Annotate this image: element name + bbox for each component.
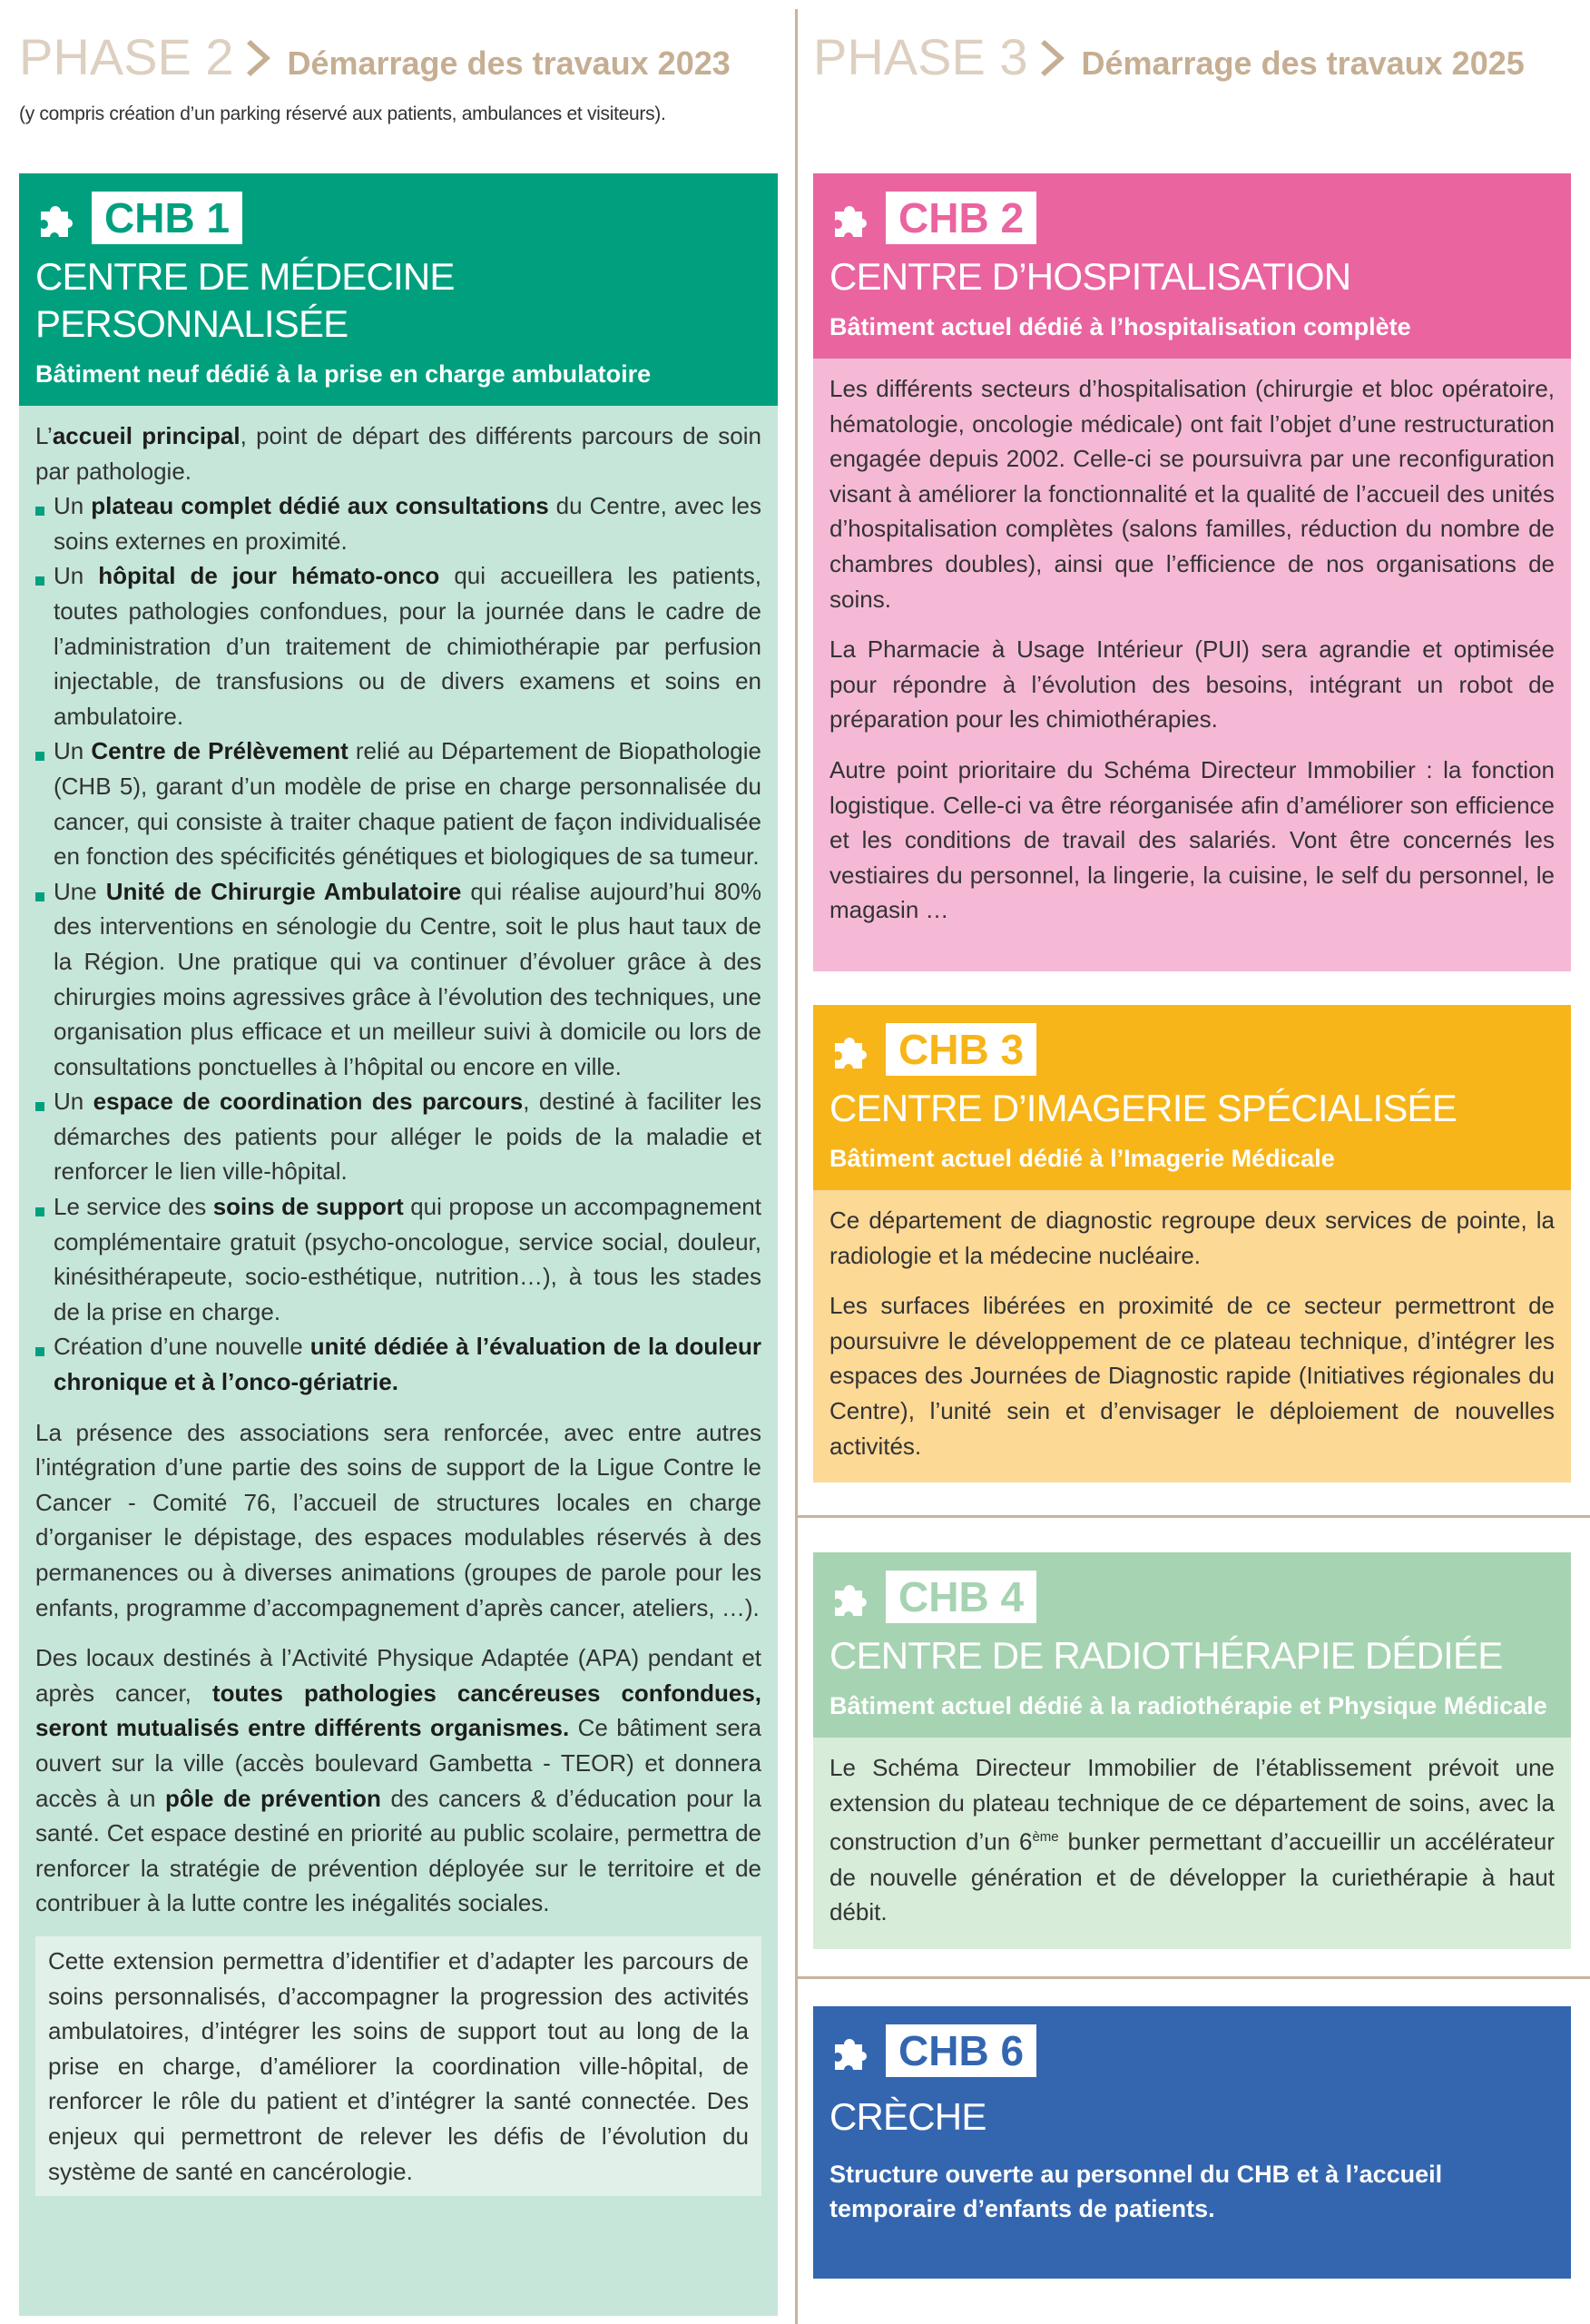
bold-text: plateau complet dédié aux consultations bbox=[91, 492, 549, 520]
chb2-body bbox=[813, 359, 1571, 947]
bold-text: pôle de prévention bbox=[165, 1784, 381, 1812]
chb1-intro bbox=[35, 419, 761, 488]
chb2-paragraph: Autre point prioritaire du Schéma Directeur Immobilier : la fonction logistique. Celle-ci va être réorganisée afin d’améliorer son efficience et les conditions de travail des salariés. Vont être concernés les vestiaires du personnel, la lingerie, la cuisine, le self du personnel, le magasin … bbox=[829, 755, 1555, 924]
text: , destiné à faciliter les démarches des patients pour alléger le poids de la maladie et renforcer le lien ville-hôpital. bbox=[54, 1088, 761, 1186]
bullet-item bbox=[35, 1329, 761, 1399]
puzzle-icon bbox=[829, 1576, 877, 1618]
text: Le service des bbox=[54, 1193, 213, 1221]
chb1-body bbox=[19, 406, 778, 2215]
text: du Centre, avec les soins externes en proximité. bbox=[54, 492, 762, 555]
chb4-card bbox=[813, 1552, 1571, 1949]
phase-3-start: Démarrage des travaux 2025 bbox=[1081, 44, 1525, 82]
chb3-header bbox=[813, 1005, 1571, 1190]
bold-text: espace de coordination des parcours bbox=[93, 1088, 524, 1116]
chb2-title: CENTRE D’HOSPITALISATION bbox=[829, 255, 1351, 298]
phase-2-note: (y compris création d’un parking réservé aux patients, ambulances et visiteurs). bbox=[19, 103, 666, 124]
text: qui réalise aujourd’hui 80% des interventions en sénologie du Centre, soit le plus haut taux de la Région. Une pratique qui va continuer d’évoluer grâce à des chirurgies moins agressives grâce à l’évolution des techniques, une organisation plus efficace et un meilleur suivi à domicile ou lors de consultations ponctuelles à l’hôpital ou encore en ville. bbox=[54, 877, 762, 1080]
chb1-title: CENTRE DE MÉDECINE PERSONNALISÉE bbox=[35, 255, 455, 345]
puzzle-icon bbox=[35, 197, 83, 239]
text: Un bbox=[54, 562, 99, 590]
text: , point de départ des différents parcours de soin par pathologie. bbox=[35, 422, 762, 485]
chb1-header bbox=[19, 173, 778, 406]
chb2-card bbox=[813, 173, 1571, 971]
chb1-bullets bbox=[35, 488, 761, 1399]
chb4-subtitle: Bâtiment actuel dédié à la radiothérapie et Physique Médicale bbox=[829, 1692, 1547, 1720]
puzzle-icon bbox=[829, 1029, 877, 1070]
puzzle-icon bbox=[829, 2030, 877, 2072]
chb2-tag: CHB 2 bbox=[886, 192, 1036, 244]
text: Création d’une nouvelle bbox=[54, 1333, 310, 1361]
chb6-header bbox=[813, 2006, 1571, 2240]
bold-text: accueil principal bbox=[52, 422, 240, 449]
text: Une bbox=[54, 877, 106, 905]
chb4-paragraph bbox=[829, 1750, 1555, 1930]
chb4-header bbox=[813, 1552, 1571, 1738]
chb3-tag: CHB 3 bbox=[886, 1023, 1036, 1076]
chb1-card bbox=[19, 173, 778, 2316]
bullet-item bbox=[35, 558, 761, 734]
chb1-paragraph bbox=[35, 1415, 761, 1626]
bold-text: soins de support bbox=[212, 1193, 404, 1221]
puzzle-icon bbox=[829, 197, 877, 239]
bold-text: Centre de Prélèvement bbox=[91, 737, 348, 765]
right-column bbox=[813, 173, 1571, 2279]
chb6-title: CRÈCHE bbox=[829, 2094, 986, 2138]
chevron-right-icon bbox=[1039, 38, 1070, 78]
bold-text: unité dédiée à l’évaluation de la douleur chronique et à l’onco-gériatrie. bbox=[54, 1333, 761, 1396]
bullet-item bbox=[35, 1189, 761, 1329]
text: Un bbox=[54, 492, 92, 520]
chb6-card bbox=[813, 2006, 1571, 2279]
text: relié au Département de Biopathologie (CHB 5), garant d’un modèle de prise en charge personnalisée du cancer, qui consiste à traiter chaque patient de façon individualisée en fonction des spécificités génétiques et biologiques de sa tumeur. bbox=[54, 737, 761, 871]
chb4-superscript: ème bbox=[1032, 1829, 1059, 1846]
chb6-subtitle: Structure ouverte au personnel du CHB et à l’accueil temporaire d’enfants de patients. bbox=[829, 2160, 1443, 2222]
chb1-tag: CHB 1 bbox=[92, 192, 242, 244]
chb4-text: Le Schéma Directeur Immobilier de l’établissement prévoit une extension du plateau technique de ce département de soins, avec la construction d’un 6 bbox=[829, 1754, 1555, 1856]
phase-3-label: PHASE 3 bbox=[813, 28, 1028, 85]
chb2-paragraph: Les différents secteurs d’hospitalisation (chirurgie et bloc opératoire, hématologie, oncologie médicale) ont fait l’objet d’une restructuration engagée depuis 2002. Celle-ci se poursuivra par une reconfiguration visant à améliorer la fonctionnalité et la qualité de l’accueil des unités d’hospitalisation complètes (salons familles, réduction du nombre de chambres doubles), ainsi que l’efficience de nos organisations de soins. bbox=[829, 375, 1555, 613]
chb4-text: bunker permettant d’accueillir un accélérateur de nouvelle génération et de développer la curiethérapie à haut débit. bbox=[829, 1828, 1555, 1926]
chb3-paragraph: Les surfaces libérées en proximité de ce secteur permettront de poursuivre le développement de ce plateau technique, d’intégrer les espaces des Journées de Diagnostic rapide (Initiatives régionales du Centre), l’unité sein et d’envisager le déploiement de nouvelles activités. bbox=[829, 1292, 1555, 1460]
text: Ce bâtiment sera ouvert sur la ville (accès boulevard Gambetta - TEOR) et donnera accès à un bbox=[35, 1714, 761, 1812]
chb3-subtitle: Bâtiment actuel dédié à l’Imagerie Médicale bbox=[829, 1145, 1335, 1172]
text: Un bbox=[54, 1088, 93, 1116]
chb3-paragraph: Ce département de diagnostic regroupe deux services de pointe, la radiologie et la médecine nucléaire. bbox=[829, 1206, 1555, 1269]
phase-2-header bbox=[19, 27, 731, 86]
chb4-title: CENTRE DE RADIOTHÉRAPIE DÉDIÉE bbox=[829, 1634, 1503, 1678]
text: L’ bbox=[35, 422, 53, 449]
chb3-title: CENTRE D’IMAGERIE SPÉCIALISÉE bbox=[829, 1087, 1457, 1129]
phase-3-header bbox=[813, 27, 1525, 86]
chb3-body bbox=[813, 1190, 1571, 1482]
chb6-tag: CHB 6 bbox=[886, 2024, 1036, 2077]
bold-text: Unité de Chirurgie Ambulatoire bbox=[105, 877, 462, 905]
chb1-subtitle: Bâtiment neuf dédié à la prise en charge ambulatoire bbox=[35, 360, 652, 388]
chb1-paragraph bbox=[35, 1640, 761, 1921]
text: qui propose un accompagnement complémentaire gratuit (psycho-oncologue, service social, douleur, kinésithérapeute, socio-esthétique, nutrition…), à tous les stades de la prise en charge. bbox=[54, 1193, 761, 1325]
chb2-subtitle: Bâtiment actuel dédié à l’hospitalisation complète bbox=[829, 313, 1411, 340]
phase-2-label: PHASE 2 bbox=[19, 28, 234, 85]
chb4-tag: CHB 4 bbox=[886, 1571, 1036, 1623]
text: La présence des associations sera renforcée, avec entre autres l’intégration d’une partie des soins de support de la Ligue Contre le Cancer - Comité 76, l’accueil de structures locales en charge d’organiser le dépistage, des espaces modulables réservés à des permanences ou à diverses animations (groupes de parole pour les enfants, programme d’accompagnement d’après cancer, ateliers, …). bbox=[35, 1418, 761, 1621]
text: des cancers & d’éducation pour la santé. Cet espace destiné en priorité au public scolaire, permettra de renforcer la stratégie de prévention déployée sur le territoire et de contribuer à la lutte contre les inégalités sociales. bbox=[35, 1784, 761, 1917]
chevron-right-icon bbox=[245, 38, 276, 78]
bold-text: hôpital de jour hémato-onco bbox=[98, 562, 440, 590]
bold-text: toutes pathologies cancéreuses confondues, seront mutualisés entre différents organismes. bbox=[35, 1679, 762, 1742]
text: Un bbox=[54, 737, 92, 765]
bullet-item bbox=[35, 488, 761, 558]
chb3-card bbox=[813, 1005, 1571, 1482]
chb2-header bbox=[813, 173, 1571, 359]
text: qui accueillera les patients, toutes pathologies confondues, pour la journée dans le cadre de l’administration d’un traitement de chimiothérapie par perfusion injectable, de transfusions ou de divers examens et soins en ambulatoire. bbox=[54, 562, 761, 730]
bullet-item bbox=[35, 734, 761, 873]
text: Cette extension permettra d’identifier et d’adapter les parcours de soins personnalisés, d’accompagner la progression des activités ambulatoires, d’intégrer les soins de support tout au long de la prise en charge, d’améliorer la coordination ville-hôpital, de renforcer le rôle du patient et d’intégrer la santé connectée. Des enjeux qui permettront de relever les défis de l’évolution du système de santé en cancérologie. bbox=[48, 1946, 749, 2185]
bullet-item bbox=[35, 874, 761, 1085]
chb2-paragraph: La Pharmacie à Usage Intérieur (PUI) sera agrandie et optimisée pour répondre à l’évolution des besoins, intégrant un robot de préparation pour les chimiothérapies. bbox=[829, 635, 1555, 734]
text: Des locaux destinés à l’Activité Physique Adaptée (APA) pendant et après cancer, bbox=[35, 1644, 761, 1707]
phase-2-start: Démarrage des travaux 2023 bbox=[287, 44, 731, 82]
chb4-body bbox=[813, 1738, 1571, 1949]
chb1-highlight-box bbox=[35, 1936, 761, 2196]
bullet-item bbox=[35, 1084, 761, 1189]
